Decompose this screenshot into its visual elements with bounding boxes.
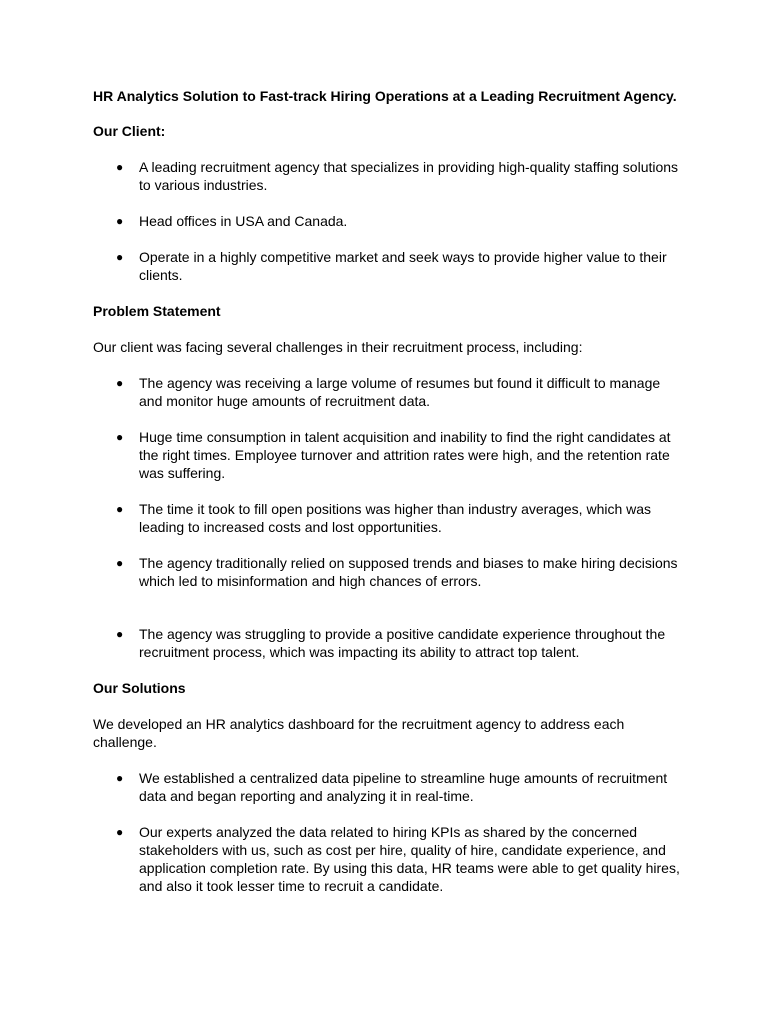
list-item [93,769,683,805]
bullet-icon: ● [116,430,124,444]
list-item [93,158,683,194]
bullet-icon: ● [116,160,124,174]
list-item [93,625,683,661]
bullet-icon: ● [116,376,124,390]
bullet-text: The time it took to fill open positions was higher than industry averages, which was leading to increased costs and lost opportunities. [139,501,652,535]
bullet-icon: ● [116,556,124,570]
list-item [93,374,683,410]
list-item [93,554,683,590]
bullet-icon: ● [116,214,124,228]
solutions-intro: We developed an HR analytics dashboard for the recruitment agency to address each challenge. [93,716,625,750]
list-item [93,500,683,536]
solutions-bullet-list [93,769,683,895]
list-item [93,428,683,482]
list-item [93,823,683,895]
bullet-text: Huge time consumption in talent acquisition and inability to find the right candidates at the right times. Employee turnover and attrition rates were high, and the retention rate was suffering. [139,429,671,481]
document-title: HR Analytics Solution to Fast-track Hiring Operations at a Leading Recruitment Agency. [93,88,677,104]
problem-intro: Our client was facing several challenges in their recruitment process, including: [93,339,583,355]
bullet-icon: ● [116,250,124,264]
bullet-icon: ● [116,502,124,516]
bullet-text: Head offices in USA and Canada. [139,213,348,229]
bullet-text: A leading recruitment agency that specializes in providing high-quality staffing solutions to various industries. [139,159,679,193]
bullet-text: The agency traditionally relied on supposed trends and biases to make hiring decisions which led to misinformation and high chances of errors. [139,555,678,589]
list-item [93,212,683,230]
problem-heading: Problem Statement [93,303,221,319]
bullet-icon: ● [116,627,124,641]
problem-bullet-list [93,374,683,661]
list-item [93,248,683,284]
bullet-text: We established a centralized data pipeline to streamline huge amounts of recruitment data and began reporting and analyzing it in real-time. [139,770,668,804]
bullet-icon: ● [116,825,124,839]
bullet-text: Our experts analyzed the data related to hiring KPIs as shared by the concerned stakeholders with us, such as cost per hire, quality of hire, candidate experience, and application completion rate. By using this data, HR teams were able to get quality hires, and also it took lesser time to recruit a candidate. [139,824,680,894]
client-heading: Our Client: [93,123,166,139]
bullet-text: The agency was receiving a large volume of resumes but found it difficult to manage and monitor huge amounts of recruitment data. [139,375,661,409]
client-bullet-list [93,158,683,284]
bullet-icon: ● [116,771,124,785]
solutions-heading: Our Solutions [93,680,186,696]
bullet-text: Operate in a highly competitive market and seek ways to provide higher value to their clients. [139,249,667,283]
document-body [93,87,683,895]
bullet-text: The agency was struggling to provide a positive candidate experience throughout the recruitment process, which was impacting its ability to attract top talent. [139,626,666,660]
